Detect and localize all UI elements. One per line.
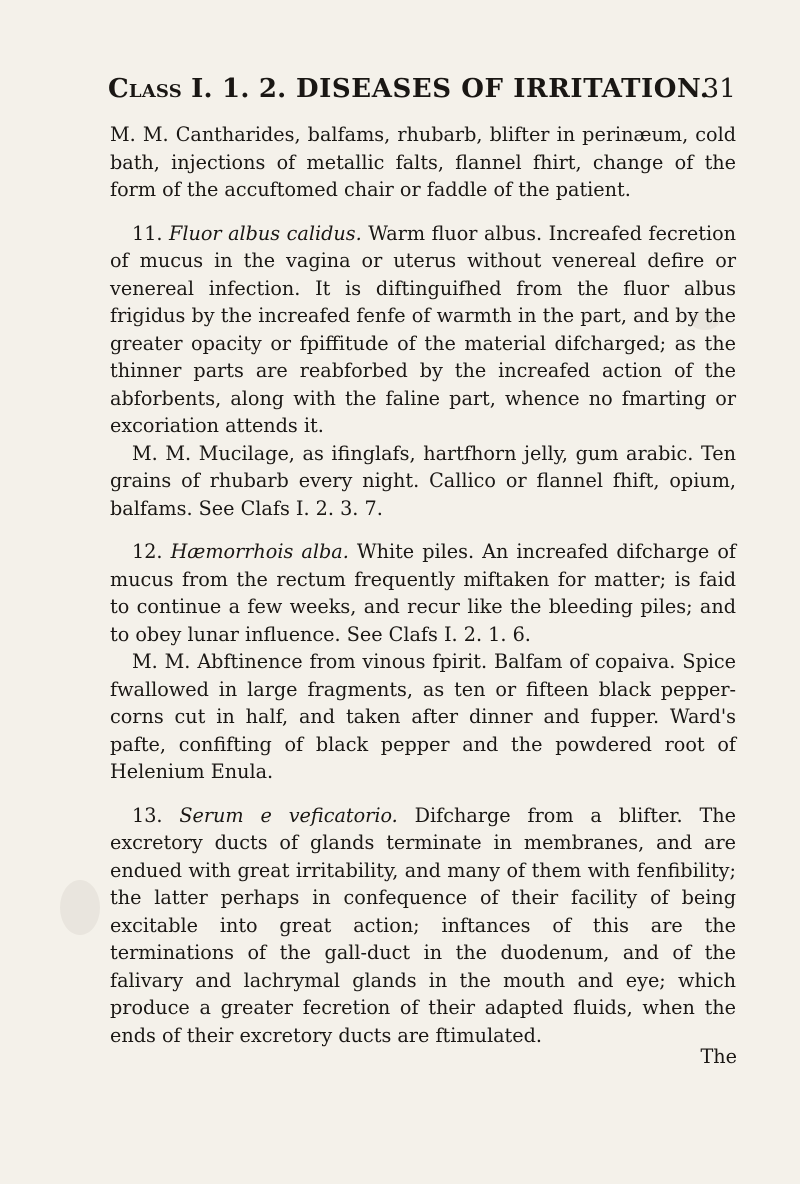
page-title: DISEASES OF IRRITATION. bbox=[296, 74, 710, 104]
entry-term: Serum e veficatorio. bbox=[179, 803, 398, 827]
entry-number: 11. bbox=[132, 221, 163, 245]
catchword: The bbox=[700, 1045, 737, 1068]
paragraph-text: M. M. Cantharides, balfams, rhubarb, blifter in perinæum, cold bath, injections of metallic falts, flannel fhirt, change of the form of the accuftomed chair or faddle of the patient. bbox=[110, 123, 736, 201]
entry-number: 13. bbox=[132, 803, 163, 827]
class-label: Class I. 1. 2. bbox=[108, 74, 287, 104]
disease-entry-13 bbox=[110, 802, 736, 1050]
body-text bbox=[110, 121, 736, 1049]
disease-entry-11 bbox=[110, 220, 736, 440]
page-number: 31 bbox=[702, 74, 736, 104]
entry-term: Fluor albus calidus. bbox=[169, 221, 362, 245]
materia-medica-paragraph bbox=[110, 440, 736, 523]
materia-medica-paragraph bbox=[110, 121, 736, 204]
entry-text: Warm fluor albus. Increafed fecretion of mucus in the vagina or uterus without venereal defire or venereal infection. It is diftinguifhed from the fluor albus frigidus by the increafed fenfe of warmth in the part, and by the greater opacity or fpiffitude of the material difcharged; as the thinner parts are reabforbed by the increafed action of the abforbents, along with the faline part, whence no fmarting or excoriation attends it. bbox=[110, 221, 736, 437]
running-header bbox=[108, 74, 736, 114]
entry-text: Difcharge from a blifter. The excretory ducts of glands terminate in membranes, and are endued with great irritability, and many of them with fenfibility; the latter perhaps in confequence of their facility of being excitable into great action; inftances of this are the terminations of the gall-duct in the duodenum, and of the falivary and lachrymal glands in the mouth and eye; which produce a greater fecretion of their adapted fluids, when the ends of their excretory ducts are ftimulated. bbox=[110, 803, 736, 1047]
disease-entry-12 bbox=[110, 538, 736, 648]
materia-medica-paragraph bbox=[110, 648, 736, 786]
paragraph-text: M. M. Mucilage, as ifinglafs, hartfhorn jelly, gum arabic. Ten grains of rhubarb every night. Callico or flannel fhift, opium, balfams. See Clafs I. 2. 3. 7. bbox=[110, 441, 736, 520]
entry-term: Hæmorrhois alba. bbox=[170, 540, 349, 563]
paragraph-text: M. M. Abftinence from vinous fpirit. Balfam of copaiva. Spice fwallowed in large fragments, as ten or fifteen black pepper-corns cut in half, and taken after dinner and fupper. Ward's pafte, confifting of black pepper and the powdered root of Helenium Enula. bbox=[110, 650, 736, 783]
entry-text: White piles. An increafed difcharge of mucus from the rectum frequently miftaken for matter; is faid to continue a few weeks, and recur like the bleeding piles; and to obey lunar influence. See Clafs I. 2. 1. 6. bbox=[110, 540, 736, 646]
page-stain bbox=[60, 880, 100, 935]
entry-number: 12. bbox=[132, 540, 163, 563]
